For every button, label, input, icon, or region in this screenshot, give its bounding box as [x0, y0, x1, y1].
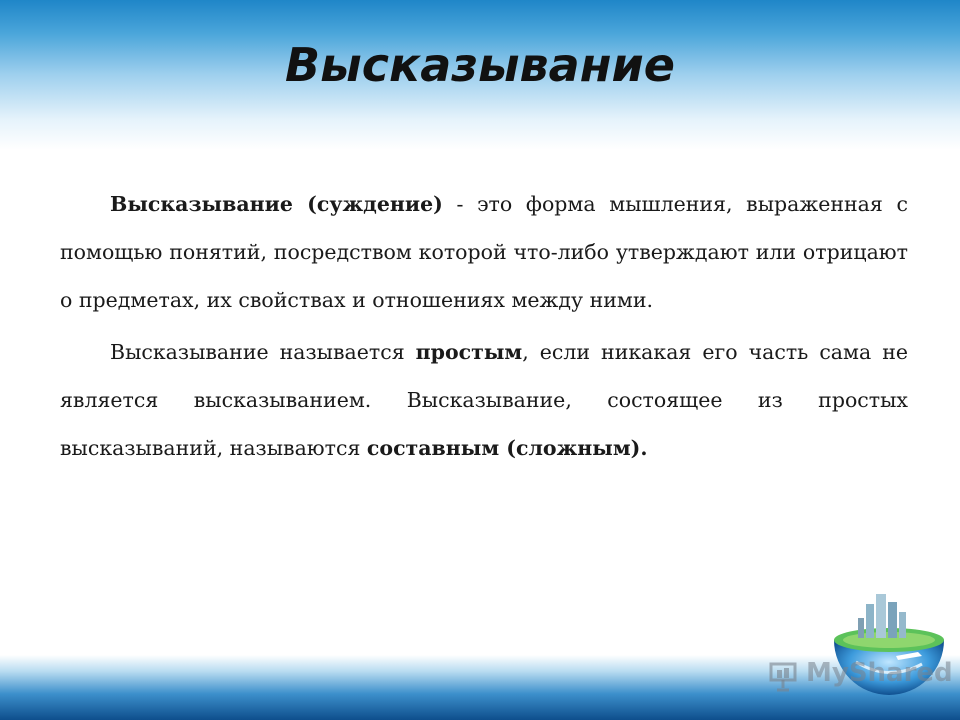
simple-compound-paragraph [60, 328, 908, 472]
watermark-text: MyShared [806, 658, 953, 688]
definition-term: Высказывание (суждение) [110, 192, 443, 216]
paragraph2-text-a: Высказывание называется [110, 340, 416, 364]
presentation-screen-icon [768, 660, 802, 694]
slide-body [60, 180, 908, 476]
definition-text: - это форма мышления, выраженная с помощью понятий, посредством которой что-либо утверждают или отрицают о предметах, их свойствах и отношениях между ними. [60, 192, 908, 312]
definition-paragraph [60, 180, 908, 324]
compound-term: составным (сложным). [366, 436, 648, 460]
paragraph2-text-b: , если никакая его часть сама не является высказыванием. Высказывание, состоящее из простых высказываний, называются [60, 340, 908, 460]
slide-title: Высказывание [285, 38, 675, 92]
watermark-logo [768, 654, 953, 694]
simple-term: простым [415, 340, 523, 364]
